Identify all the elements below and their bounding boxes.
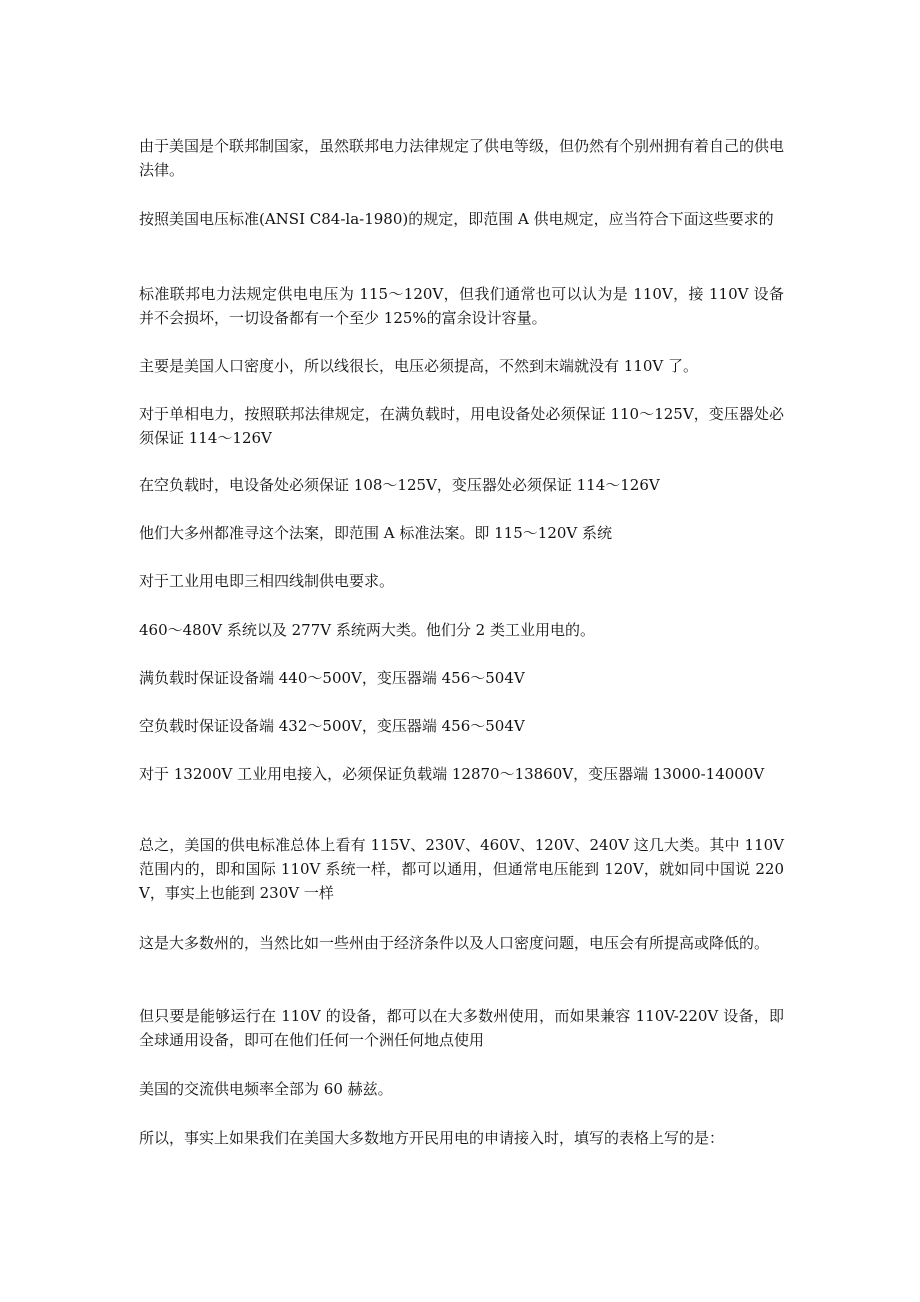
paragraph-4: 主要是美国人口密度小，所以线很长，电压必须提高，不然到末端就没有 110V 了。 [139, 357, 699, 375]
paragraph-16: 美国的交流供电频率全部为 60 赫兹。 [139, 1080, 393, 1098]
paragraph-7: 他们大多州都准寻这个法案，即范围 A 标准法案。即 115～120V 系统 [139, 524, 613, 542]
paragraph-17: 所以，事实上如果我们在美国大多数地方开民用电的申请接入时，填写的表格上写的是： [139, 1129, 725, 1147]
paragraph-5: 对于单相电力，按照联邦法律规定，在满负载时，用电设备处必须保证 110～125V，变压器处必须保证 114～126V [139, 405, 784, 447]
paragraph-13: 总之，美国的供电标准总体上看有 115V、230V、460V、120V、240V 这几大类。其中 110V 范围内的，即和国际 110V 系统一样，都可以通用，但通常电压能到 120V，就如同中国说 220V，事实上也能到 230V 一样 [139, 836, 784, 902]
paragraph-10: 满负载时保证设备端 440～500V，变压器端 456～504V [139, 669, 525, 687]
paragraph-3: 标准联邦电力法规定供电电压为 115～120V，但我们通常也可以认为是 110V，接 110V 设备并不会损坏，一切设备都有一个至少 125%的富余设计容量。 [139, 285, 784, 327]
paragraph-12: 对于 13200V 工业用电接入，必须保证负载端 12870～13860V，变压器端 13000-14000V [139, 765, 765, 783]
paragraph-6: 在空负载时，电设备处必须保证 108～125V，变压器处必须保证 114～126V [139, 476, 660, 494]
paragraph-1: 由于美国是个联邦制国家，虽然联邦电力法律规定了供电等级，但仍然有个别州拥有着自己的供电法律。 [139, 137, 785, 179]
paragraph-8: 对于工业用电即三相四线制供电要求。 [139, 572, 395, 590]
paragraph-2: 按照美国电压标准(ANSI C84-la-1980)的规定，即范围 A 供电规定，应当符合下面这些要求的 [139, 210, 774, 228]
paragraph-9: 460～480V 系统以及 277V 系统两大类。他们分 2 类工业用电的。 [139, 621, 595, 639]
paragraph-14: 这是大多数州的，当然比如一些州由于经济条件以及人口密度问题，电压会有所提高或降低的。 [139, 934, 770, 952]
paragraph-11: 空负载时保证设备端 432～500V，变压器端 456～504V [139, 717, 525, 735]
paragraph-15: 但只要是能够运行在 110V 的设备，都可以在大多数州使用，而如果兼容 110V-220V 设备，即全球通用设备，即可在他们任何一个洲任何地点使用 [139, 1007, 784, 1049]
